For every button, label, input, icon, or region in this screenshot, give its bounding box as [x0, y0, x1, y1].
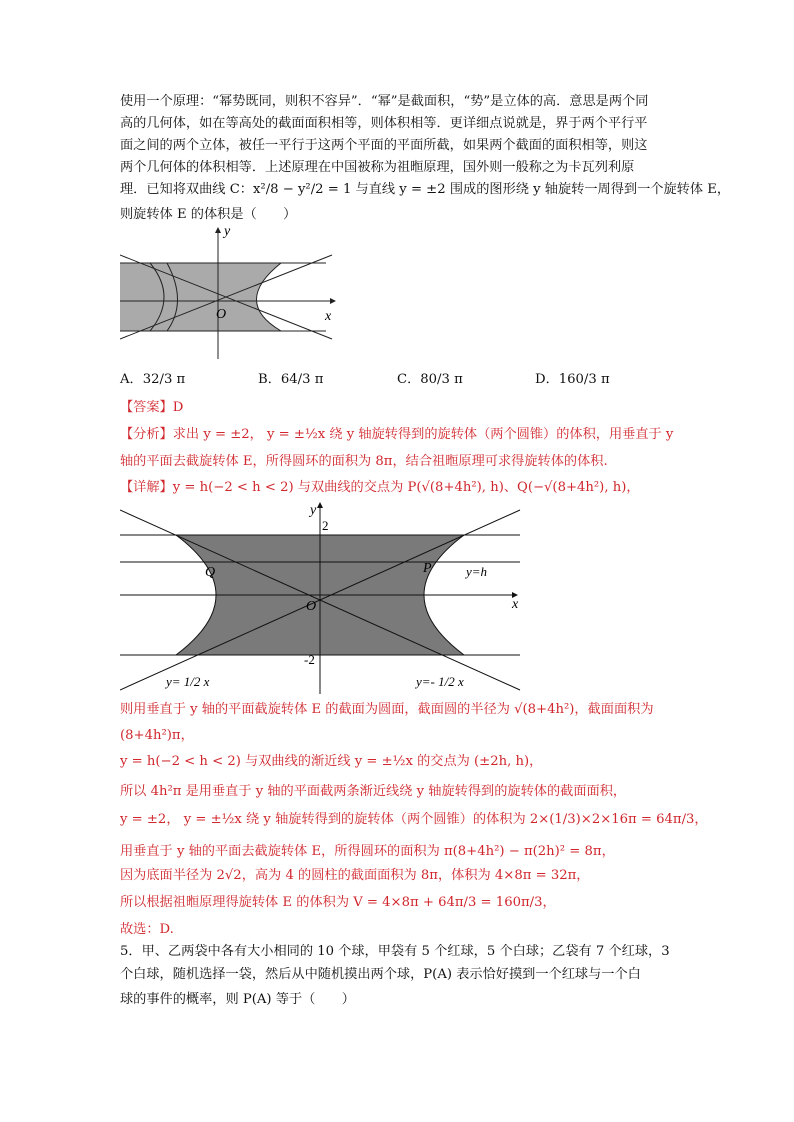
choice-c-value: 80/3 π — [420, 372, 463, 387]
asymptote-label-right: y=- 1/2 x — [416, 674, 464, 689]
answer-value: D — [172, 400, 184, 415]
choice-d-label: D． — [535, 372, 559, 387]
detail-tag: 【详解】 — [120, 480, 173, 495]
answer-tag: 【答案】 — [120, 400, 173, 415]
problem-line-1: 使用一个原理：“幂势既同，则积不容异”．“幂”是截面积，“势”是立体的高．意思是两个同 — [120, 94, 649, 109]
analysis-line-1 — [120, 425, 673, 445]
solution-line-3: y = h(−2 < h < 2) 与双曲线的渐近线 y = ±½x 的交点为 (±2h, h)， — [120, 754, 543, 769]
choice-b-label: B． — [258, 372, 281, 387]
problem-line-6: 则旋转体 E 的体积是（ ） — [120, 207, 297, 222]
detail-line-1 — [120, 478, 640, 498]
origin-label: O — [306, 599, 317, 614]
tick-label-top: 2 — [322, 518, 329, 533]
asymptote-label-left: y= 1/2 x — [166, 674, 210, 689]
choice-a-label: A． — [120, 372, 143, 387]
analysis-tag: 【分析】 — [120, 427, 173, 442]
choice-c — [397, 370, 463, 390]
next-problem-line-2: 个白球，随机选择一袋，然后从中随机摸出两个球，P(A) 表示恰好摸到一个红球与一个白 — [120, 967, 641, 982]
solution-line-5: y = ±2， y = ±½x 绕 y 轴旋转得到的旋转体（两个圆锥）的体积为 2×(1/3)×2×16π = 64π/3， — [120, 812, 708, 827]
solution-line-1: 则用垂直于 y 轴的平面截旋转体 E 的截面为圆面，截面圆的半径为 √(8+4h²)，截面面积为 — [120, 702, 654, 717]
analysis-text-1: 求出 y = ±2， y = ±½x 绕 y 轴旋转得到的旋转体（两个圆锥）的体积，用垂直于 y — [172, 427, 674, 442]
figure-1-hyperbola — [120, 225, 340, 365]
y-axis-label: y — [310, 503, 317, 518]
solution-line-2: (8+4h²)π， — [120, 728, 194, 743]
solution-line-6: 用垂直于 y 轴的平面去截旋转体 E，所得圆环的面积为 π(8+4h²) − π(2h)² = 8π， — [120, 844, 615, 859]
problem-line-5: 理．已知将双曲线 C：x²/8 − y²/2 = 1 与直线 y = ±2 围成的图形绕 y 轴旋转一周得到一个旋转体 E， — [120, 182, 731, 197]
next-problem-line-3: 球的事件的概率，则 P(A) 等于（ ） — [120, 992, 355, 1007]
solution-line-8: 所以根据祖暅原理得旋转体 E 的体积为 V = 4×8π + 64π/3 = 160π/3， — [120, 895, 556, 910]
problem-line-4: 两个几何体的体积相等．上述原理在中国被称为祖暅原理，国外则一般称之为卡瓦列利原 — [120, 160, 635, 175]
detail-text-1: y = h(−2 < h < 2) 与双曲线的交点为 P(√(8+4h²), h)、Q(−√(8+4h²), h)， — [172, 480, 640, 495]
tick-label-bottom: -2 — [304, 652, 315, 667]
choice-b — [258, 370, 323, 390]
line-h-label: y=h — [466, 564, 488, 579]
problem-line-3: 面之间的两个立体，被任一平行于这两个平面的平面所截，如果两个截面的面积相等，则这 — [120, 138, 648, 153]
choice-a-value: 32/3 π — [142, 372, 186, 387]
answer-line — [120, 398, 183, 418]
point-q-label: Q — [205, 565, 216, 580]
problem-line-2: 高的几何体，如在等高处的截面面积相等，则体积相等．更详细点说就是，界于两个平行平 — [120, 116, 648, 131]
figure-2-hyperbola — [120, 500, 530, 700]
choice-a — [120, 370, 185, 390]
solution-line-9: 故选：D. — [120, 922, 174, 937]
choice-d-value: 160/3 π — [558, 372, 610, 387]
x-axis-label: x — [325, 309, 332, 324]
solution-line-7: 因为底面半径为 2√2，高为 4 的圆柱的截面面积为 8π，体积为 4×8π = 32π， — [120, 868, 590, 883]
analysis-line-2: 轴的平面去截旋转体 E，所得圆环的面积为 8π，结合祖暅原理可求得旋转体的体积. — [120, 454, 608, 469]
origin-label: O — [216, 307, 227, 322]
point-p-label: P — [423, 561, 432, 576]
choice-d — [535, 370, 610, 390]
x-axis-label: x — [512, 597, 519, 612]
solution-line-4: 所以 4h²π 是用垂直于 y 轴的平面截两条渐近线绕 y 轴旋转得到的旋转体的截面面积， — [120, 784, 627, 799]
y-axis-label: y — [224, 225, 231, 239]
next-problem-line-1: 5．甲、乙两袋中各有大小相同的 10 个球，甲袋有 5 个红球，5 个白球；乙袋有 7 个红球，3 — [120, 944, 670, 959]
choice-c-label: C． — [397, 372, 421, 387]
choice-b-value: 64/3 π — [280, 372, 324, 387]
